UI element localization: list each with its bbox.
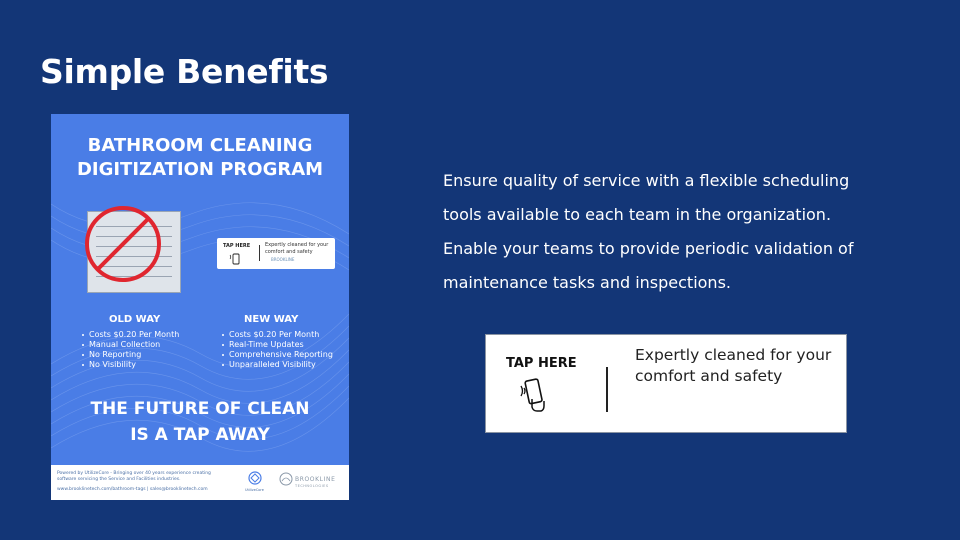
powered-by-text: Powered by UtilizeCore - Bringing over 40 years experience creating software servicing the Service and Facilities industries. <box>57 471 211 482</box>
brookline-logo-subtitle: TECHNOLOGIES <box>295 484 329 488</box>
mini-tag-brand: BROOKLINE <box>271 257 295 262</box>
mini-tag-tap-label: TAP HERE <box>223 243 251 249</box>
list-item: Manual Collection <box>81 340 179 350</box>
mini-tag-divider <box>259 245 260 261</box>
list-item: No Reporting <box>81 350 179 360</box>
list-item: Real-Time Updates <box>221 340 333 350</box>
slide-title: Simple Benefits <box>40 52 329 91</box>
utilizecore-logo-label: UtilizeCore <box>245 488 264 492</box>
description-line: Ensure quality of service with a flexible scheduling <box>443 171 850 190</box>
tap-phone-icon <box>519 377 545 413</box>
tap-tag-card <box>485 334 847 433</box>
poster-title-line: BATHROOM CLEANING <box>87 135 313 156</box>
description-line: maintenance tasks and inspections. <box>443 273 731 292</box>
brookline-logo-label: BROOKLINE <box>295 476 336 483</box>
poster-title-line: DIGITIZATION PROGRAM <box>76 159 324 180</box>
poster-footer <box>51 465 349 500</box>
tag-message-line: Expertly cleaned for your <box>635 346 832 364</box>
list-item: No Visibility <box>81 360 179 370</box>
list-item: Costs $0.20 Per Month <box>221 330 333 340</box>
description-line: tools available to each team in the organization. <box>443 205 832 224</box>
poster-mini-tag <box>217 238 335 269</box>
tag-divider <box>606 367 608 412</box>
footer-links: www.brooklinetech.com/bathroom-tags | sales@brooklinetech.com <box>57 487 208 492</box>
old-way-list <box>81 330 179 370</box>
brookline-logo-icon <box>279 472 293 486</box>
tap-phone-icon <box>229 251 243 265</box>
poster-tagline <box>51 396 349 448</box>
description-line: Enable your teams to provide periodic validation of <box>443 239 854 258</box>
tag-message-line: comfort and safety <box>635 367 783 385</box>
utilizecore-logo-icon <box>247 470 263 486</box>
poster-title <box>51 134 349 182</box>
tag-message <box>635 345 840 387</box>
list-item: Unparalleled Visibility <box>221 360 333 370</box>
list-item: Costs $0.20 Per Month <box>81 330 179 340</box>
mini-tag-text: Expertly cleaned for your comfort and safety <box>265 242 329 255</box>
new-way-heading: NEW WAY <box>244 314 299 325</box>
tap-here-label: TAP HERE <box>506 356 577 371</box>
tagline-line: THE FUTURE OF CLEAN <box>90 399 310 419</box>
benefits-description <box>443 164 913 300</box>
tagline-line: IS A TAP AWAY <box>130 425 270 445</box>
prohibited-icon <box>83 204 163 284</box>
old-way-heading: OLD WAY <box>109 314 161 325</box>
list-item: Comprehensive Reporting <box>221 350 333 360</box>
new-way-list <box>221 330 333 370</box>
program-poster <box>51 114 349 500</box>
